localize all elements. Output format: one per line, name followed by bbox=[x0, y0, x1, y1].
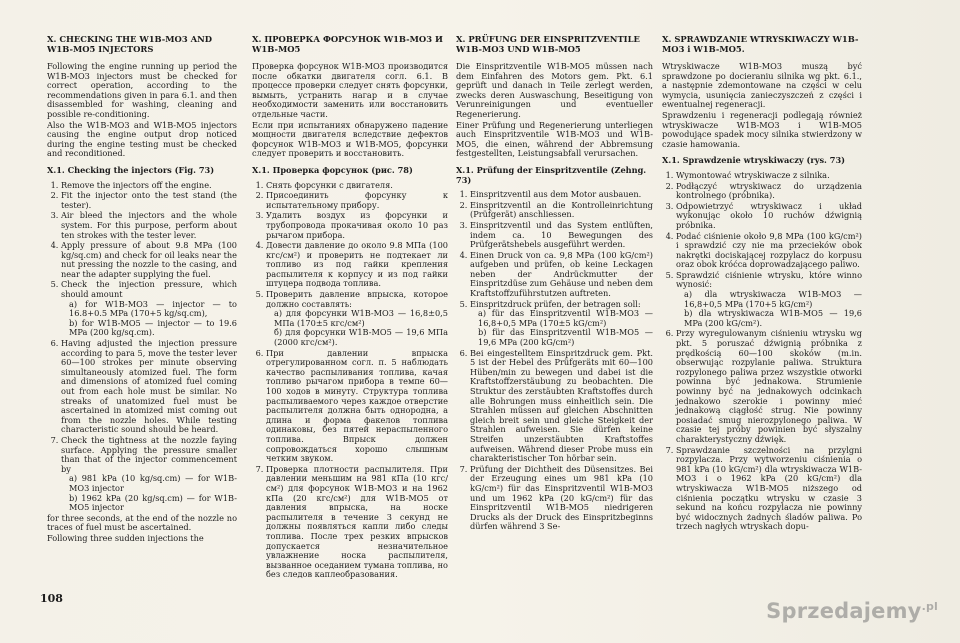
intro-paragraph: Wtryskiwacze W1B-MO3 muszą być sprawdzone po docieraniu silnika wg pkt. 6.1., a następnie zdemontowane na części w celu wymycia, usunięcia zanieczyszczeń z części i ewentualnej regeneracji. bbox=[662, 61, 862, 110]
sub-list-item: б) для форсунки W1B-MO5 — 19,6 МПа (2000 кгс/см²). bbox=[274, 327, 448, 348]
section-title: X. PRÜFUNG DER EINSPRITZVENTILE W1B-MO3 UND W1B-MO5 bbox=[456, 34, 640, 54]
sub-list-item: b) for W1B-MO5 — injector — to 19.6 MPa (200 kg/sq.cm). bbox=[69, 317, 237, 338]
intro-paragraph: Sprawdzeniu i regeneracji podlegają również wtryskiwacze W1B-MO3 i W1B-MO5 powodujące spadek mocy silnika stwierdzony w czasie hamowania. bbox=[662, 109, 862, 149]
sub-list bbox=[61, 300, 237, 338]
sub-list-item: b) dla wtryskiwacza W1B-MO5 — 19,6 MPa (200 kG/cm²). bbox=[684, 308, 862, 328]
list-item: 7. Sprawdzanie szczelności na przylgni rozpylacza. Przy wytworzeniu ciśnienia o 981 kPa (10 kG/cm²) dla wtryskiwacza W1B-MO3 i o 1962 kPa (20 kG/cm²) dla wtryskiwacza W1B-MO5 niższego od ciśnienia początku wtrysku w czasie 3 sekund na końcu rozpylacza nie powinny być widocznych żadnych śladów paliwa. Po trzech nagłych wtryskach dopu- bbox=[676, 446, 862, 532]
procedure-list bbox=[662, 171, 862, 532]
column-german bbox=[456, 34, 653, 617]
section-title: X. CHECKING THE W1B-MO3 AND W1B-MO5 INJECTORS bbox=[47, 34, 212, 54]
sub-list-item: b) 1962 kPa (20 kg/sq.cm) — for W1B-MO5 injector bbox=[69, 492, 237, 513]
sub-list bbox=[266, 309, 448, 347]
subsection-title: X.1. Sprawdzenie wtryskiwaczy (rys. 73) bbox=[662, 155, 846, 166]
column-polish bbox=[662, 34, 862, 617]
list-item: 3. Удалить воздух из форсунки и трубопровода прокачивая около 10 раз рычагом прибора. bbox=[266, 211, 448, 240]
list-item-text: Sprawdzić ciśnienie wtrysku, które winno wynosić: bbox=[676, 269, 862, 290]
list-item: 6. При давлении впрыска отрегулированном согл. п. 5 наблюдать качество распыливания топлива, качая топливо рычагом прибора в темпе 60—100 ходов в минуту. Структура топлива распыливаемого через каждое отверстие распылителя должна быть однородна, а длина и форма факелов топлива одинаковы, без пятей нераспыленного топлива. Впрыск должен сопровождаться хорошо слышным четким звуком. bbox=[266, 349, 448, 464]
list-item: 4. Einen Druck von ca. 9,8 MPa (100 kG/cm²) aufgeben und prüfen, ob keine Leckagen neben der Andrückmutter der Einspritzdüse zum Gehäuse und neben dem Kraftstoffzuführstutzen auftreten. bbox=[470, 251, 653, 299]
intro-paragraph: Also the W1B-MO3 and W1B-MO5 injectors causing the engine output drop noticed during the engine testing must be checked and reconditioned. bbox=[47, 119, 237, 159]
sub-list-item: а) для форсунки W1B-MO3 — 16,8±0,5 МПа (170±5 кгс/см²) bbox=[274, 308, 448, 328]
list-item-text: Проверить давление впрыска, которое должно составлять: bbox=[266, 289, 448, 309]
list-item: 2. Einspritzventil an die Kontrolleinrichtung (Prüfgerät) anschliessen. bbox=[470, 201, 653, 220]
sub-list-item: a) dla wtryskiwacza W1B-MO3 — 16,8+0,5 MPa (170+5 kG/cm²) bbox=[684, 289, 862, 309]
subsection-title: X.1. Checking the injectors (Fig. 73) bbox=[47, 164, 215, 175]
list-item: 3. Einspritzventil und das System entlüften, indem ca. 10 Bewegungen des Prüfgerätshebels ausgeführt werden. bbox=[470, 221, 653, 250]
list-item: 4. Apply pressure of about 9.8 MPa (100 kg/sq.cm) and check for oil leaks near the nut pressing the nozzle to the casing, and near the adapter supplying the fuel. bbox=[61, 241, 237, 279]
sub-list-item: a) 981 kPa (10 kg/sq.cm) — for W1B-MO3 injector bbox=[69, 473, 237, 493]
list-item-text: Einspritzdruck prüfen, der betragen soll: bbox=[470, 298, 641, 309]
list-item: 7. Проверка плотности распылителя. При давлении меньшим на 981 кПа (10 кгс/см²) для форсунок W1B-MO3 и на 1962 кПа (20 кгс/см²) для W1B-MO5 от давления впрыска, на носке распылителя в течение 3 секунд не должны появляться капли либо следы топлива. После трех резких впрысков допускается незначительное увлажнение носка распылителя, вызванное оседанием тумана топлива, но без следов каплеобразования. bbox=[266, 465, 448, 580]
list-item: 3. Air bleed the injectors and the whole system. For this purpose, perform about ten strokes with the tester lever. bbox=[61, 211, 237, 240]
procedure-list bbox=[252, 181, 448, 580]
section-title: X. ПРОВЕРКА ФОРСУНОК W1B-MO3 И W1B-MO5 bbox=[252, 34, 443, 54]
list-item: 1. Remove the injectors off the engine. bbox=[61, 181, 237, 191]
watermark-text: Sprzedajemy bbox=[766, 599, 922, 623]
sub-list bbox=[61, 474, 237, 512]
subsection-title: X.1. Prüfung der Einspritzventile (Zehng. 73) bbox=[456, 164, 647, 185]
outro-paragraph: for three seconds, at the end of the nozzle no traces of fuel must be ascertained. bbox=[47, 512, 237, 533]
procedure-list bbox=[47, 181, 237, 513]
list-item: 4. Podać ciśnienie około 9,8 MPa (100 kG/cm²) i sprawdzić czy nie ma przecieków obok nakrętki dociskającej rozpylacz do korpusu oraz obok króćca doprowadzającego paliwo. bbox=[676, 232, 862, 270]
sub-list bbox=[676, 290, 862, 328]
list-item bbox=[266, 290, 448, 348]
list-item-text: Check the tightness at the nozzle faying surface. Applying the pressure smaller than that of the injector commencement by bbox=[61, 434, 237, 474]
column-english bbox=[47, 34, 237, 617]
page-number: 108 bbox=[40, 592, 63, 605]
list-item-text: Check the injection pressure, which should amount bbox=[61, 279, 237, 300]
intro-paragraph: Einer Prüfung und Regenerierung unterliegen auch Einspritzventile W1B-MO3 und W1B-MO5, die einen, während der Abbremsung festgestellten, Leistungsabfall verursachen. bbox=[456, 119, 653, 159]
list-item: 4. Довести давление до около 9.8 МПа (100 кгс/см²) и проверить не подтекает ли топливо из под гайки крепления распылителя к корпусу и из под гайки штуцера подвода топлива. bbox=[266, 241, 448, 289]
section-title: X. SPRAWDZANIE WTRYSKIWACZY W1B-MO3 i W1B-MO5. bbox=[662, 34, 859, 54]
sub-list-item: a) for W1B-MO3 — injector — to 16.8+0.5 MPa (170+5 kg/sq.cm), bbox=[69, 298, 237, 319]
list-item bbox=[61, 280, 237, 338]
watermark-suffix: .pl bbox=[921, 600, 938, 613]
subsection-title: X.1. Проверка форсунок (рис. 78) bbox=[252, 164, 413, 175]
list-item bbox=[676, 271, 862, 329]
intro-paragraph: Following the engine running up period the W1B-MO3 injectors must be checked for correct operation, according to the recommendations given in para 6.1. and then disassembled for washing, cleaning and possible re-conditioning. bbox=[47, 61, 237, 119]
watermark-logo bbox=[766, 599, 938, 623]
list-item bbox=[470, 300, 653, 348]
column-russian bbox=[252, 34, 448, 617]
list-item: 1. Wymontować wtryskiwacze z silnika. bbox=[676, 171, 862, 181]
list-item: 6. Przy wyregulowanym ciśnieniu wtrysku wg pkt. 5 poruszać dźwignią próbnika z prędkością 60—100 skoków (m.in. obserwując rozpylanie paliwa. Struktura rozpylonego paliwa przez wszystkie otworki powinna być jednakowa. Strumienie powinny być na jednakowych odcinkach jednakowo szerokie i powinny mieć jednakową ciągłość strug. Nie powinny posiadać smug nierozpylonego paliwa. W czasie tej próby powinien być słyszalny charakterystyczny dźwięk. bbox=[676, 329, 862, 444]
list-item: 2. Присоединить форсунку к испытательному прибору. bbox=[266, 191, 448, 210]
list-item: 3. Odpowietrzyć wtryskiwacz i układ wykonując około 10 ruchów dźwignią próbnika. bbox=[676, 202, 862, 231]
list-item: 1. Einspritzventil aus dem Motor ausbauen. bbox=[470, 190, 653, 200]
sub-list-item: a) für das Einspritzventil W1B-MO3 — 16,8+0,5 MPa (170±5 kG/cm²) bbox=[478, 308, 653, 328]
procedure-list bbox=[456, 190, 653, 532]
sub-list bbox=[470, 309, 653, 347]
intro-paragraph: Если при испытаниях обнаружено падение мощности двигателя вследствие дефектов форсунок W1B-MO3 и W1B-MO5, форсунки следует проверить и восстановить. bbox=[252, 119, 448, 159]
intro-paragraph: Die Einspritzventile W1B-MO5 müssen nach dem Einfahren des Motors gem. Pkt. 6.1 geprüft und danach in Teile zerlegt werden, zwecks deren Auswaschung, Beseitigung von Verunreinigungen und eventueller Regenerierung. bbox=[456, 61, 653, 119]
list-item: 6. Bei eingestelltem Einspritzdruck gem. Pkt. 5 ist der Hebel des Prüfgeräts mit 60—100 Hüben/min zu bewegen und dabei ist die Kraftstoffzerstäubung zu beobachten. Die Struktur des zerstäubten Kraftstoffes durch alle Bohrungen muss einheitlich sein. Die Strahlen müssen auf gleichen Abschnitten gleich breit sein und gleiche Steigkeit der Strahlen aufweisen. Sie dürfen keine Streifen unzerstäubten Kraftstoffes aufweisen. Während dieser Probe muss ein charakteristischer Ton hörbar sein. bbox=[470, 349, 653, 464]
outro-paragraph: Following three sudden injections the bbox=[47, 532, 204, 543]
list-item bbox=[61, 436, 237, 513]
list-item: 1. Снять форсунки с двигателя. bbox=[266, 181, 448, 191]
list-item: 2. Podłączyć wtryskiwacz do urządzenia kontrolnego (próbnika). bbox=[676, 182, 862, 201]
sub-list-item: b) für das Einspritzventil W1B-MO5 — 19,6 MPa (200 kG/cm²) bbox=[478, 327, 653, 348]
intro-paragraph: Проверка форсунок W1B-MO3 производится после обкатки двигателя согл. 6.1. В процессе проверки следует снять форсунки, вымыть, устранить нагар и в случае необходимости заменить или восстановить отдельные части. bbox=[252, 61, 448, 119]
list-item: 7. Prüfung der Dichtheit des Düsensitzes. Bei der Erzeugung eines um 981 kPa (10 kG/cm²) für das Einspritzventil W1B-MO3 und um 1962 kPa (20 kG/cm²) für das Einspritzventil W1B-MO5 niedrigeren Drucks als der Druck des Einspritzbeginns dürfen während 3 Se- bbox=[470, 465, 653, 532]
list-item: 2. Fit the injector onto the test stand (the tester). bbox=[61, 191, 237, 210]
list-item: 6. Having adjusted the injection pressure according to para 5, move the tester lever 60—100 strokes per minute observing simultaneously atomized fuel. The form and dimensions of atomized fuel coming out from each hole must be similar. No streaks of unatomized fuel must be ascertained in atomized mist coming out from the nozzle holes. While testing characteristic sound should be heard. bbox=[61, 339, 237, 435]
